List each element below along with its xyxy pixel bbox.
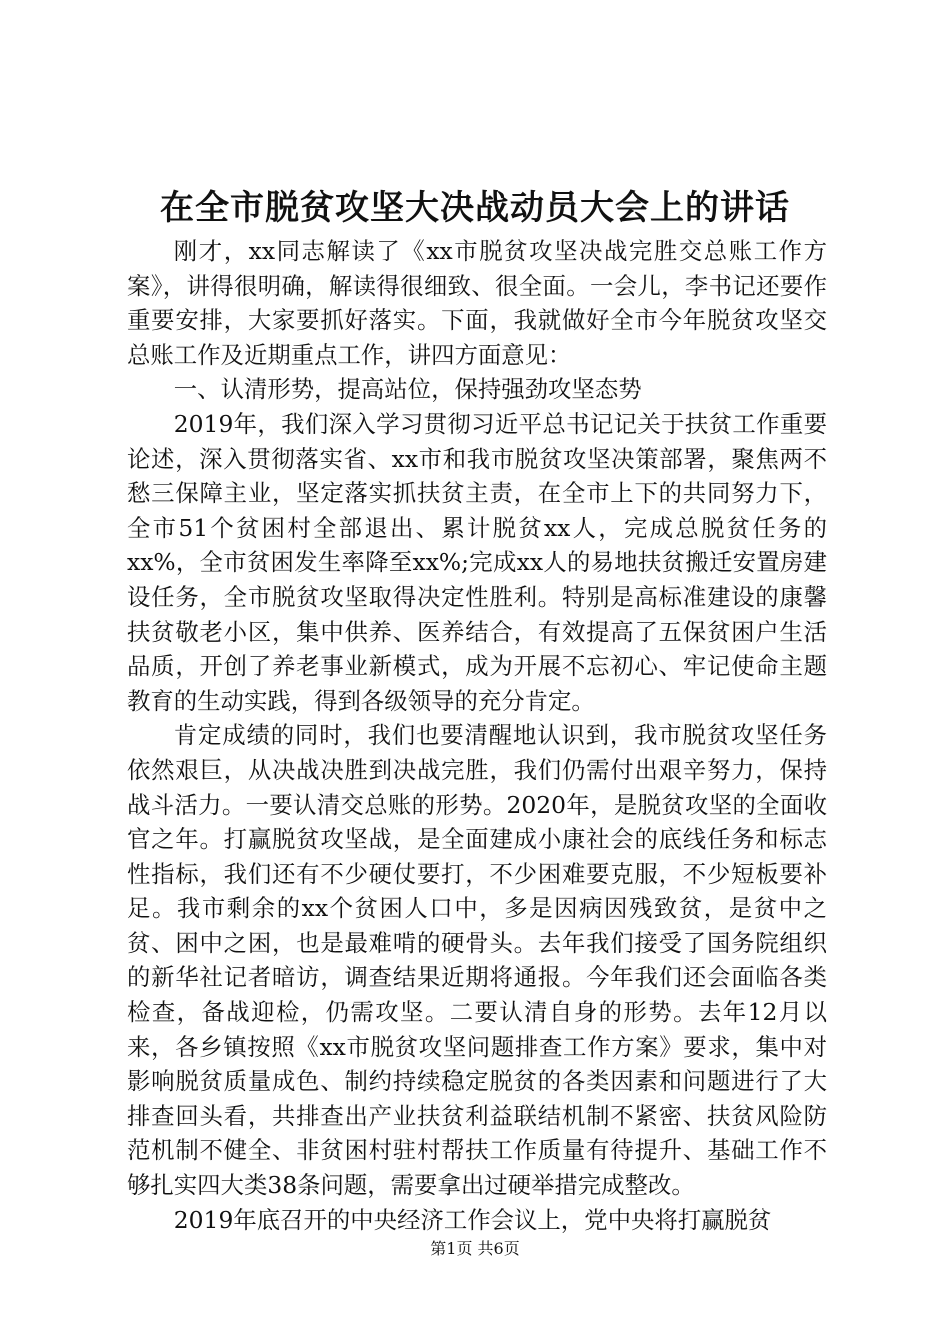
- paragraph-situation: 肯定成绩的同时，我们也要清醒地认识到，我市脱贫攻坚任务依然艰巨，从决战决胜到决战完胜，我们仍需付出艰辛努力，保持战斗活力。一要认清交总账的形势。2020年，是脱贫攻坚的全面收官之年。打赢脱贫攻坚战，是全面建成小康社会的底线任务和标志性指标，我们还有不少硬仗要打，不少困难要克服，不少短板要补足。我市剩余的xx个贫困人口中，多是因病因残致贫，是贫中之贫、困中之困，也是最难啃的硬骨头。去年我们接受了国务院组织的新华社记者暗访，调查结果近期将通报。今年我们还会面临各类检查，备战迎检，仍需攻坚。二要认清自身的形势。去年12月以来，各乡镇按照《xx市脱贫攻坚问题排查工作方案》要求，集中对影响脱贫质量成色、制约持续稳定脱贫的各类因素和问题进行了大排查回头看，共排查出产业扶贫利益联结机制不紧密、扶贫风险防范机制不健全、非贫困村驻村帮扶工作质量有待提升、基础工作不够扎实四大类38条问题，需要拿出过硬举措完成整改。: [127, 721, 827, 1200]
- section-heading-1: 一、认清形势，提高站位，保持强劲攻坚态势: [173, 375, 642, 404]
- document-title: 在全市脱贫攻坚大决战动员大会上的讲话: [160, 188, 790, 228]
- paragraph-intro: 刚才，xx同志解读了《xx市脱贫攻坚决战完胜交总账工作方案》，讲得很明确，解读得很细致、很全面。一会儿，李书记还要作重要安排，大家要抓好落实。下面，我就做好全市今年脱贫攻坚交总账工作及近期重点工作，讲四方面意见：: [127, 237, 827, 369]
- paragraph-2019-achievements: 2019年，我们深入学习贯彻习近平总书记记关于扶贫工作重要论述，深入贯彻落实省、xx市和我市脱贫攻坚决策部署，聚焦两不愁三保障主业，坚定落实抓扶贫主责，在全市上下的共同努力下，全市51个贫困村全部退出、累计脱贫xx人，完成总脱贫任务的xx%，全市贫困发生率降至xx%;完成xx人的易地扶贫搬迁安置房建设任务，全市脱贫攻坚取得决定性胜利。特别是高标准建设的康馨扶贫敬老小区，集中供养、医养结合，有效提高了五保贫困户生活品质，开创了养老事业新模式，成为开展不忘初心、牢记使命主题教育的生动实践，得到各级领导的充分肯定。: [127, 409, 827, 715]
- paragraph-economic-conference: 2019年底召开的中央经济工作会议上，党中央将打赢脱贫: [173, 1205, 772, 1234]
- document-body: [127, 234, 827, 1237]
- page-number-footer: 第1页 共6页: [430, 1239, 520, 1258]
